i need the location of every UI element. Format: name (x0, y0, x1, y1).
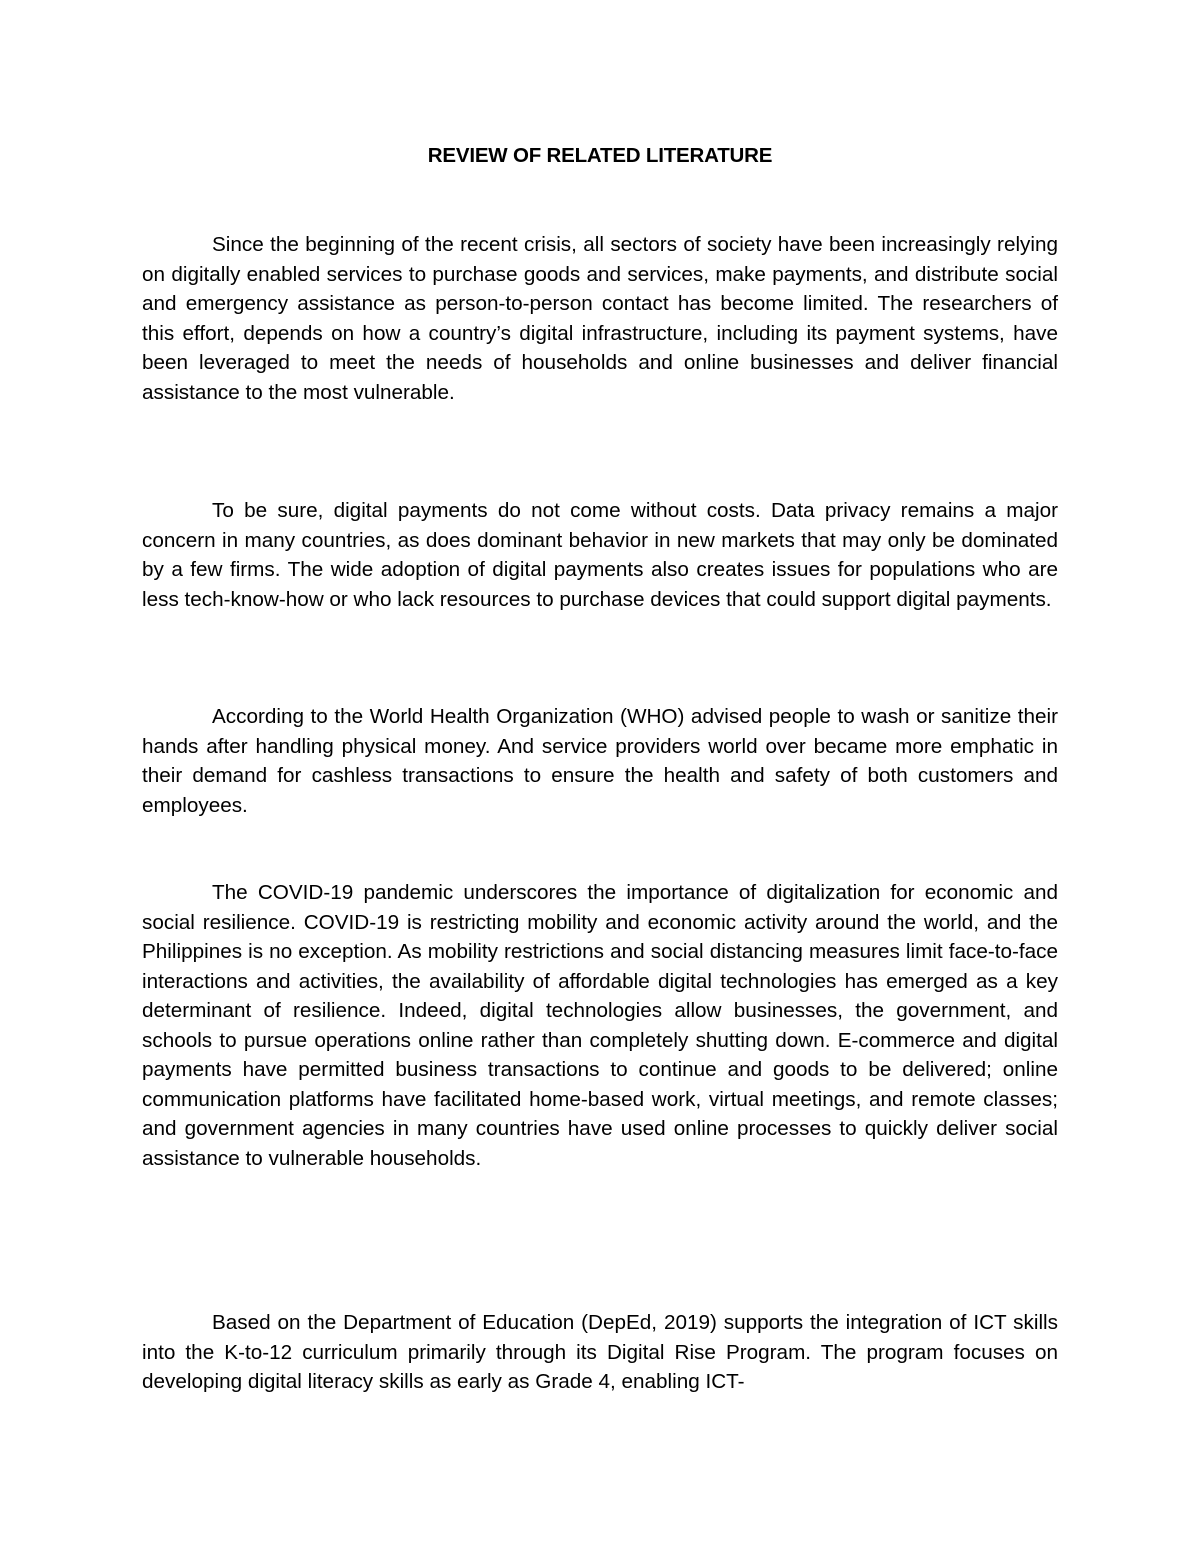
page-title: REVIEW OF RELATED LITERATURE (427, 144, 773, 167)
paragraph-deped-ict: Based on the Department of Education (DepEd, 2019) supports the integration of ICT skills into the K-to-12 curriculum primarily through its Digital Rise Program. The program focuses on developing digital literacy skills as early as Grade 4, enabling ICT- (142, 1311, 1058, 1393)
paragraph-digital-services: Since the beginning of the recent crisis, all sectors of society have been increasingly relying on digitally enabled services to purchase goods and services, make payments, and distribute social and emergency assistance as person-to-person contact has become limited. The researchers of this effort, depends on how a country’s digital infrastructure, including its payment systems, have been leveraged to meet the needs of households and online businesses and deliver financial assistance to the most vulnerable. (142, 233, 1058, 404)
paragraph-covid-digitalization: The COVID-19 pandemic underscores the importance of digitalization for economic and social resilience. COVID-19 is restricting mobility and economic activity around the world, and the Philippines is no exception. As mobility restrictions and social distancing measures limit face-to-face interactions and activities, the availability of affordable digital technologies has emerged as a key determinant of resilience. Indeed, digital technologies allow businesses, the government, and schools to pursue operations online rather than completely shutting down. E-commerce and digital payments have permitted business transactions to continue and goods to be delivered; online communication platforms have facilitated home-based work, virtual meetings, and remote classes; and government agencies in many countries have used online processes to quickly deliver social assistance to vulnerable households. (142, 881, 1058, 1170)
paragraph-who-advice: According to the World Health Organization (WHO) advised people to wash or sanitize their hands after handling physical money. And service providers world over became more emphatic in their demand for cashless transactions to ensure the health and safety of both customers and employees. (142, 705, 1058, 817)
paragraph-digital-payment-costs: To be sure, digital payments do not come without costs. Data privacy remains a major concern in many countries, as does dominant behavior in new markets that may only be dominated by a few firms. The wide adoption of digital payments also creates issues for populations who are less tech-know-how or who lack resources to purchase devices that could support digital payments. (142, 499, 1058, 611)
